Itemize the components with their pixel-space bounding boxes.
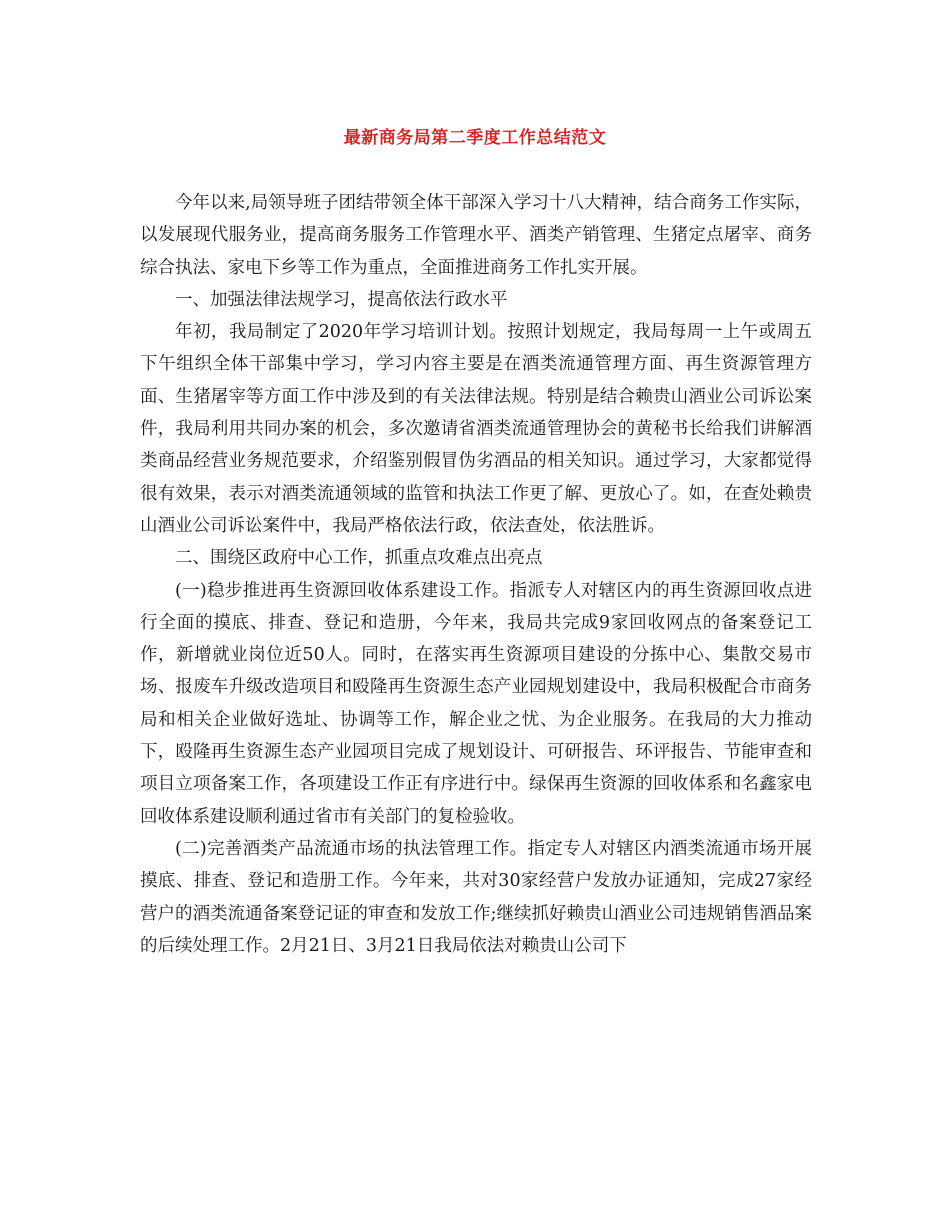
- section-2-item-1-paragraph: (一)稳步推进再生资源回收体系建设工作。指派专人对辖区内的再生资源回收点进行全面的摸底、排查、登记和造册，今年来，我局共完成9家回收网点的备案登记工作，新增就业岗位近50人。同时，在落实再生资源项目建设的分拣中心、集散交易市场、报废车升级改造项目和殴隆再生资源生态产业园规划建设中，我局积极配合市商务局和相关企业做好选址、协调等工作，解企业之忧、为企业服务。在我局的大力推动下，殴隆再生资源生态产业园项目完成了规划设计、可研报告、环评报告、节能审查和项目立项备案工作，各项建设工作正有序进行中。绿保再生资源的回收体系和名鑫家电回收体系建设顺利通过省市有关部门的复检验收。: [140, 580, 812, 827]
- section-1-paragraph: 年初，我局制定了2020年学习培训计划。按照计划规定，我局每周一上午或周五下午组织全体干部集中学习，学习内容主要是在酒类流通管理方面、再生资源管理方面、生猪屠宰等方面工作中涉及到的有关法律法规。特别是结合赖贵山酒业公司诉讼案件，我局利用共同办案的机会，多次邀请省酒类流通管理协会的黄秘书长给我们讲解酒类商品经营业务规范要求，介绍鉴别假冒伪劣酒品的相关知识。通过学习，大家都觉得很有效果，表示对酒类流通领域的监管和执法工作更了解、更放心了。如，在查处赖贵山酒业公司诉讼案件中，我局严格依法行政，依法查处，依法胜诉。: [140, 322, 812, 536]
- document-title: 最新商务局第二季度工作总结范文: [343, 128, 607, 148]
- section-heading-2: 二、围绕区政府中心工作，抓重点攻难点出亮点: [175, 548, 543, 569]
- document-body: [140, 187, 812, 962]
- section-heading-1: 一、加强法律法规学习，提高依法行政水平: [175, 289, 508, 310]
- intro-paragraph: 今年以来,局领导班子团结带领全体干部深入学习十八大精神，结合商务工作实际，以发展现代服务业，提高商务服务工作管理水平、酒类产销管理、生猪定点屠宰、商务综合执法、家电下乡等工作为重点，全面推进商务工作扎实开展。: [140, 193, 812, 278]
- section-2-item-2-paragraph: (二)完善酒类产品流通市场的执法管理工作。指定专人对辖区内酒类流通市场开展摸底、排查、登记和造册工作。今年来，共对30家经营户发放办证通知，完成27家经营户的酒类流通备案登记证的审查和发放工作;继续抓好赖贵山酒业公司违规销售酒品案的后续处理工作。2月21日、3月21日我局依法对赖贵山公司下: [140, 838, 812, 956]
